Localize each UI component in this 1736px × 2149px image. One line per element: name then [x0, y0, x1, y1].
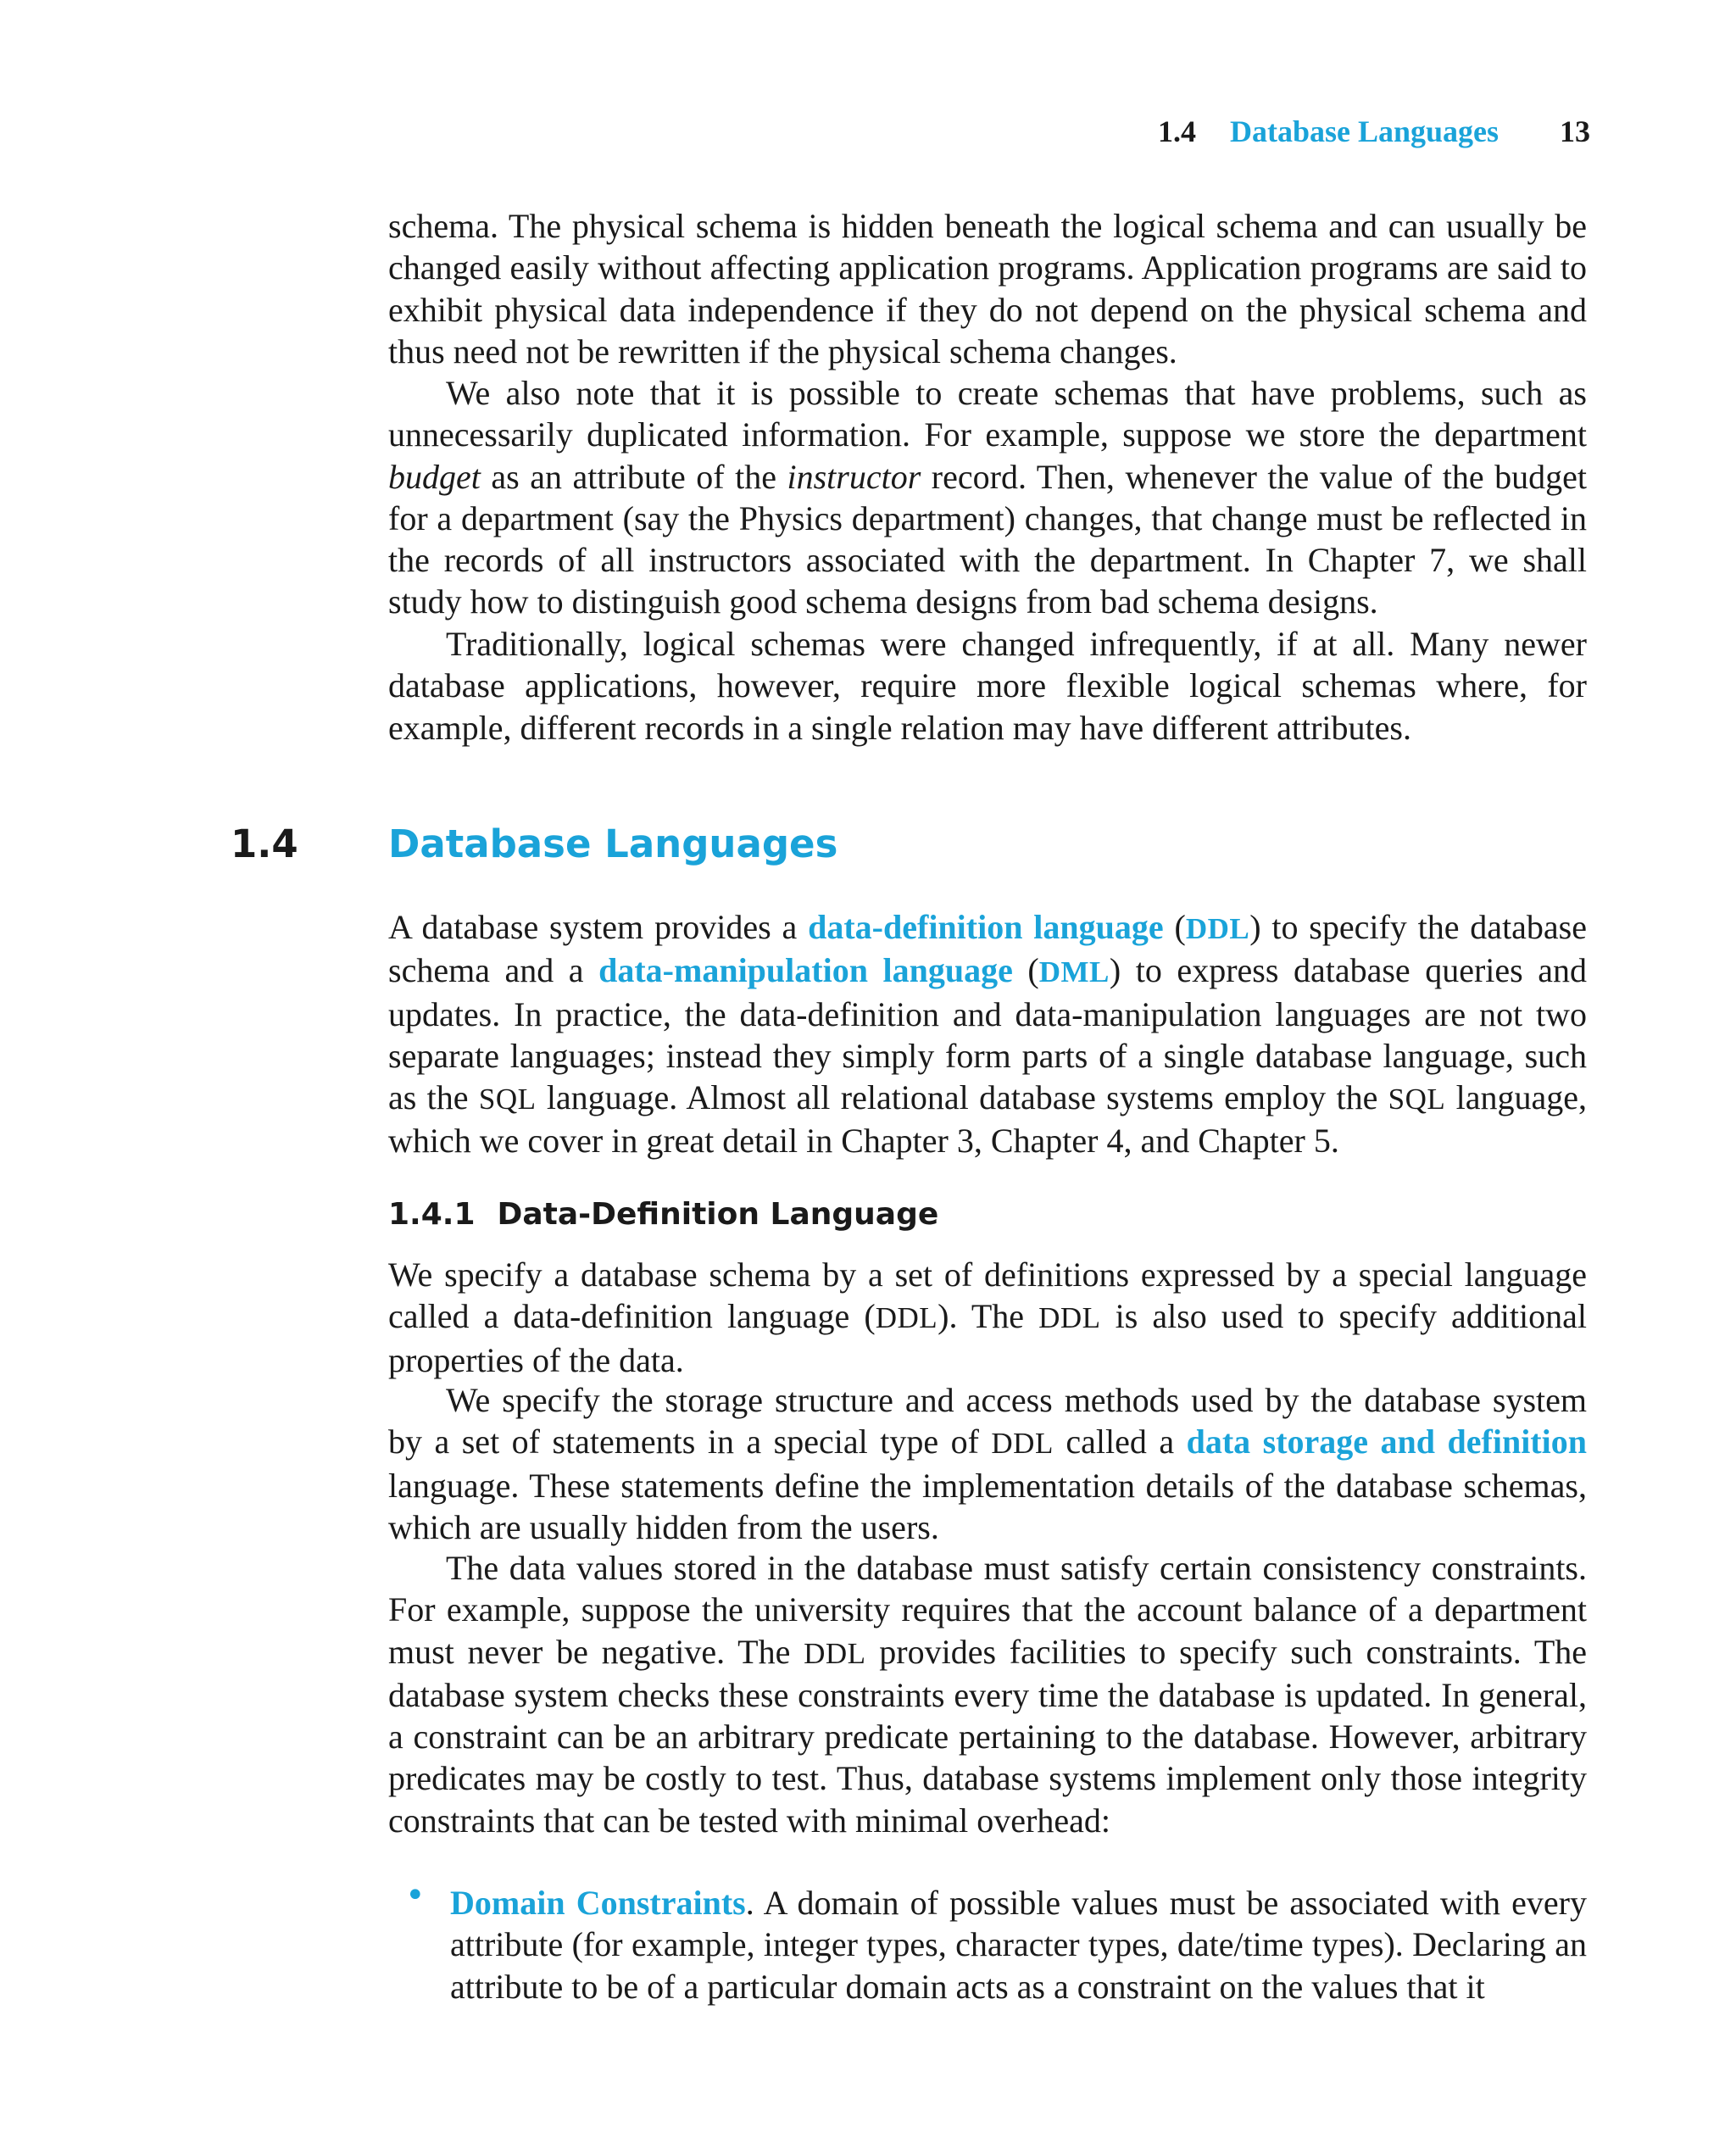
- subsection-heading: [388, 1194, 938, 1236]
- section-number: 1.4: [231, 821, 298, 866]
- text-span: language. These statements define the implementation details of the database schemas, which are usually hidden from the users.: [388, 1466, 1587, 1546]
- abbr-sql: SQL: [478, 1083, 537, 1116]
- text-span: . A domain of possible values must be associated with every attribute (for example, integer types, character types, date/time types). Declaring an attribute to be of a particular domain acts as a constraint on the values that it: [450, 1884, 1588, 2006]
- text-span: as an attribute of the: [480, 457, 787, 496]
- intro-paragraph-1: schema. The physical schema is hidden beneath the logical schema and can usually be changed easily without affecting application programs. Application programs are said to exhibit physical data independence if they do not depend on the physical schema and thus need not be rewritten if the physical schema changes.: [388, 207, 1587, 370]
- abbr-ddl: DDL: [991, 1427, 1054, 1461]
- text-span: ) to express database queries and updates. In practice, the data-definition and data-manipulation languages are not two separate languages; instead they simply form parts of a single database language, such as the: [388, 951, 1587, 1117]
- subsection-paragraph-3: [388, 1547, 1587, 1841]
- bullet-item-domain-constraints: [450, 1882, 1587, 2007]
- term-ddl: data-definition language: [808, 908, 1164, 946]
- text-span: (: [1163, 908, 1186, 946]
- text-span: called a: [1053, 1422, 1187, 1461]
- page-number: 13: [1560, 114, 1590, 148]
- abbr-ddl: DDL: [804, 1636, 866, 1670]
- bullet-marker: •: [405, 1876, 426, 1915]
- text-span: We specify the storage structure and access methods used by the database system by a set of statements in a special type of: [388, 1381, 1587, 1461]
- text-span: We specify a database schema by a set of definitions expressed by a special language called a data-definition language (: [388, 1255, 1587, 1336]
- abbr-sql: SQL: [1388, 1083, 1446, 1116]
- text-span: We also note that it is possible to create schemas that have problems, such as unnecessarily duplicated information. For example, suppose we store the department: [388, 374, 1587, 454]
- term-budget: budget: [388, 457, 481, 496]
- text-span: ) to specify the database schema and a: [388, 908, 1588, 990]
- running-head-section-title: Database Languages: [1230, 114, 1500, 148]
- term-dml: data-manipulation language: [598, 951, 1013, 990]
- abbr-ddl: DDL: [1038, 1301, 1101, 1335]
- text-span: is also used to specify additional properties of the data.: [388, 1297, 1587, 1379]
- subsection-paragraph-2: [388, 1379, 1587, 1548]
- abbr-dml: DML: [1038, 955, 1110, 989]
- term-instructor: instructor: [787, 457, 921, 496]
- intro-paragraph-2: [388, 372, 1587, 623]
- intro-paragraph-3: Traditionally, logical schemas were changed infrequently, if at all. Many newer database applications, however, require more flexible logical schemas where, for example, different records in a single relation may have different attributes.: [388, 625, 1587, 747]
- section-title: Database Languages: [388, 821, 838, 866]
- text-span: (: [1012, 951, 1039, 990]
- text-span: The data values stored in the database must satisfy certain consistency constraints. For example, suppose the university requires that the account balance of a department must never be negative. The: [388, 1549, 1587, 1671]
- subsection-number: 1.4.1: [388, 1197, 476, 1232]
- term-domain-constraints: Domain Constraints: [450, 1884, 746, 1922]
- text-span: ). The: [938, 1297, 1039, 1336]
- text-span: language, which we cover in great detail in Chapter 3, Chapter 4, and Chapter 5.: [388, 1078, 1588, 1161]
- subsection-title: Data-Definition Language: [497, 1197, 939, 1232]
- text-span: record. Then, whenever the value of the budget for a department (say the Physics department) changes, that change must be reflected in the records of all instructors associated with the department. In Chapter 7, we shall study how to distinguish good schema designs from bad schema designs.: [388, 457, 1588, 621]
- abbr-ddl: DDL: [1185, 912, 1250, 945]
- subsection-paragraph-1: [388, 1254, 1587, 1381]
- term-data-storage-definition: data storage and definition: [1186, 1422, 1587, 1461]
- text-span: language. Almost all relational database systems employ the: [536, 1078, 1388, 1117]
- running-head-section-number: 1.4: [1158, 114, 1196, 148]
- text-span: A database system provides a: [388, 908, 809, 946]
- section-paragraph-1: [388, 906, 1587, 1162]
- text-span: provides facilities to specify such constraints. The database system checks these constraints every time the database is updated. In general, a constraint can be an arbitrary predicate pertaining to the database. However, arbitrary predicates may be costly to test. Thus, database systems implement only those integrity constraints that can be tested with minimal overhead:: [388, 1632, 1587, 1840]
- abbr-ddl: DDL: [875, 1301, 938, 1335]
